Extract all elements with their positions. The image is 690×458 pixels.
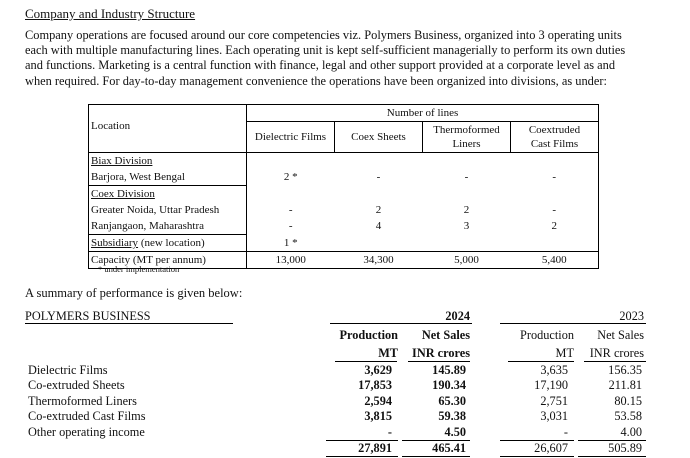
- unit-production-2023: MT: [555, 346, 574, 360]
- col-header-net-sales-2024: Net Sales: [421, 328, 470, 342]
- year-2024: 2024: [445, 309, 470, 323]
- col-header-net-sales-2023: Net Sales: [597, 328, 644, 342]
- divider: [508, 361, 574, 362]
- divider: [335, 361, 397, 362]
- value-cell: 34,300: [335, 252, 423, 269]
- sales-2023: 53.58: [614, 409, 642, 423]
- divider: [402, 456, 470, 457]
- sales-2023: 80.15: [614, 394, 642, 408]
- prod-2023: 2,751: [540, 394, 568, 408]
- intro-paragraph: [25, 28, 670, 89]
- number-of-lines-header: Number of lines: [247, 105, 599, 122]
- divider: [500, 323, 646, 324]
- col-header-thermoformed: Thermoformed Liners: [423, 122, 511, 153]
- total-sales-2024: 465.41: [432, 441, 466, 455]
- unit-net-sales-2024: INR crores: [412, 346, 470, 360]
- divider: [408, 361, 470, 362]
- value-cell: 2: [511, 218, 599, 235]
- value-cell: 2: [463, 204, 470, 216]
- perf-row-label: Dielectric Films: [28, 363, 108, 377]
- table-row: [89, 202, 599, 218]
- perf-row-label: Other operating income: [28, 425, 145, 439]
- sales-2024: 190.34: [432, 378, 466, 392]
- sales-2023: 4.00: [620, 425, 642, 439]
- location-cell: Barjora, West Bengal: [89, 169, 247, 186]
- sales-2023: 156.35: [608, 363, 642, 377]
- value-cell: 4: [375, 220, 382, 233]
- total-sales-2023: 505.89: [608, 441, 642, 455]
- intro-line: Company operations are focused around our core competencies viz. Polymers Business, organized into 3 operating units: [25, 28, 622, 42]
- value-cell: -: [288, 204, 293, 216]
- value-cell: [423, 235, 511, 252]
- divider: [25, 323, 233, 324]
- value-cell: 3: [463, 220, 470, 233]
- value-cell: 13,000: [247, 252, 335, 269]
- prod-2023: 3,031: [540, 409, 568, 423]
- col-header-production-2023: Production: [520, 328, 574, 342]
- sales-2023: 211.81: [608, 378, 642, 392]
- value-cell: 2 *: [283, 171, 298, 184]
- sales-2024: 59.38: [438, 409, 466, 423]
- table-row: [89, 186, 599, 203]
- unit-production-2024: MT: [378, 346, 398, 360]
- prod-2023: -: [563, 425, 568, 439]
- perf-row-label: Thermoformed Liners: [28, 394, 137, 408]
- unit-net-sales-2023: INR crores: [589, 346, 644, 360]
- section-title: Company and Industry Structure: [25, 6, 196, 21]
- table-footnote: * under implementation: [98, 264, 180, 274]
- summary-intro: A summary of performance is given below:: [25, 286, 243, 300]
- table-row: [89, 235, 599, 252]
- perf-row-label: Co-extruded Sheets: [28, 378, 125, 392]
- value-cell: 5,000: [423, 252, 511, 269]
- value-cell: 1 *: [283, 236, 298, 249]
- value-cell: -: [511, 202, 599, 218]
- value-cell: -: [376, 171, 381, 184]
- division-label-biax: Biax Division: [89, 153, 247, 170]
- sales-2024: 65.30: [438, 394, 466, 408]
- total-prod-2023: 26,607: [534, 441, 568, 455]
- divider: [500, 456, 574, 457]
- location-header: Location: [89, 105, 247, 153]
- prod-2024: -: [387, 425, 392, 439]
- intro-line: each with multiple manufacturing lines. Each operating unit is kept self-sufficient managerially to perform its own duties: [25, 43, 626, 58]
- col-header-production-2024: Production: [339, 328, 398, 342]
- divider: [326, 456, 398, 457]
- prod-2024: 3,629: [364, 363, 392, 377]
- value-cell: [335, 235, 423, 252]
- prod-2023: 3,635: [540, 363, 568, 377]
- total-prod-2024: 27,891: [358, 441, 392, 455]
- divider: [578, 456, 646, 457]
- prod-2024: 3,815: [364, 409, 392, 423]
- table-row: [89, 169, 599, 186]
- value-cell: [511, 235, 599, 252]
- prod-2024: 17,853: [358, 378, 392, 392]
- division-label-coex: Coex Division: [89, 186, 247, 203]
- subsidiary-cell: Subsidiary (new location): [89, 235, 247, 252]
- structure-table: [88, 104, 599, 269]
- col-header-coex: Coex Sheets: [335, 122, 423, 153]
- col-header-dielectric: Dielectric Films: [247, 122, 335, 153]
- capacity-label: Capacity (MT per annum): [89, 252, 247, 269]
- intro-line: and functions. Marketing is a central function with finance, legal and other support provided at a corporate level as and: [25, 58, 616, 73]
- intro-line: when required. For day-to-day management convenience the operations have been organized into divisions, as under:: [25, 73, 607, 88]
- segment-title: POLYMERS BUSINESS: [25, 309, 151, 323]
- location-cell: Greater Noida, Uttar Pradesh: [89, 202, 247, 218]
- prod-2023: 17,190: [534, 378, 568, 392]
- value-cell: -: [288, 220, 293, 233]
- location-cell: Ranjangaon, Maharashtra: [89, 218, 247, 235]
- sales-2024: 4.50: [444, 425, 466, 439]
- value-cell: -: [464, 171, 469, 184]
- table-row: [89, 153, 599, 170]
- value-cell: 2: [375, 204, 382, 216]
- value-cell: 5,400: [511, 252, 599, 269]
- perf-row-label: Co-extruded Cast Films: [28, 409, 146, 423]
- value-cell: -: [511, 169, 599, 186]
- prod-2024: 2,594: [364, 394, 392, 408]
- divider: [584, 361, 646, 362]
- divider: [330, 323, 472, 324]
- col-header-cast-films: Coextruded Cast Films: [511, 122, 599, 153]
- sales-2024: 145.89: [432, 363, 466, 377]
- table-row: [89, 218, 599, 235]
- year-2023: 2023: [619, 309, 644, 323]
